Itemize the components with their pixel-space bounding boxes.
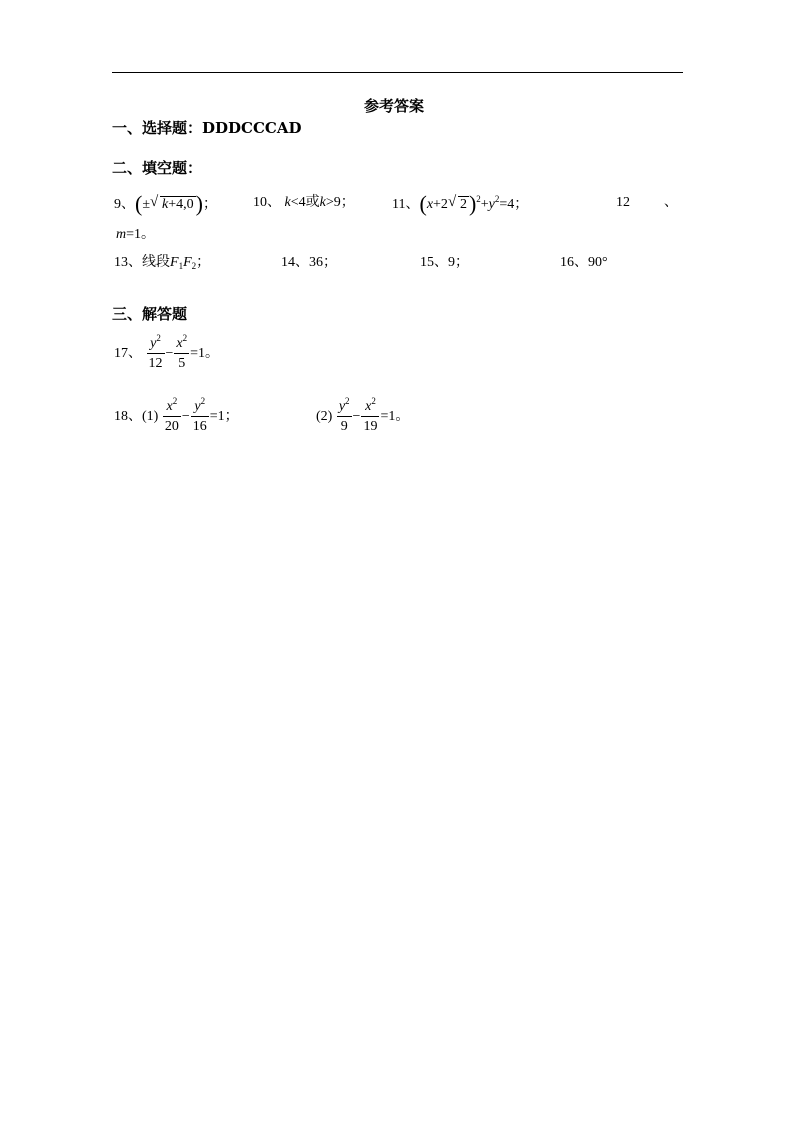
exponent: 2 (200, 396, 206, 406)
var-k: k (319, 195, 326, 210)
answer-10-lt4: <4 (290, 195, 306, 210)
minus-sign: − (352, 409, 361, 425)
exponent: 2 (494, 194, 500, 204)
fraction (191, 396, 209, 434)
section-fill-heading: 二、填空题： (112, 159, 203, 177)
var-x: x (166, 399, 173, 414)
denominator: 19 (363, 419, 378, 434)
answer-9-tail: +4,0 (168, 197, 194, 212)
answer-17 (114, 333, 220, 371)
answer-11: 11、(x+2 √ $2)^2+y^2=4$； (392, 191, 529, 216)
fraction (361, 396, 379, 434)
answer-9-label: 9、 (114, 197, 135, 212)
answer-12-eq: =1 (126, 227, 142, 242)
var-y: y (338, 399, 346, 414)
var-x: x (426, 197, 434, 212)
answer-13-end: ； (196, 255, 211, 270)
answer-18-2-label: (2) (316, 409, 333, 425)
answer-12-sep: 、 (664, 195, 678, 210)
answer-13-label: 13、线段 (114, 255, 170, 270)
radicand: 2 (459, 197, 467, 212)
plus-sign: + (480, 197, 489, 212)
answer-10-end: ； (340, 195, 355, 210)
answer-12-label: 12 (616, 195, 630, 210)
answer-17-eq: =1 (190, 346, 206, 362)
fraction (174, 333, 189, 371)
answer-11-end: ； (514, 197, 529, 212)
var-y: y (488, 197, 495, 212)
answer-12 (116, 228, 155, 242)
answer-12-end: 。 (141, 227, 156, 242)
exponent: 2 (345, 396, 350, 406)
answer-18-2-end: 。 (395, 409, 410, 425)
answer-11-plus2: +2 (433, 197, 448, 212)
var-F: F (170, 255, 179, 270)
denominator: 9 (340, 419, 348, 434)
denominator: 20 (164, 419, 179, 434)
answer-10-gt9: >9 (325, 195, 341, 210)
var-k: k (284, 195, 291, 210)
subscript: 2 (191, 261, 197, 271)
answer-18-2-eq: =1 (380, 409, 396, 425)
answer-10-label: 10、 (253, 195, 281, 210)
section-choice (112, 121, 302, 136)
choice-answers: DDDCCCAD (202, 119, 302, 137)
denominator: 5 (178, 356, 186, 371)
answer-9-pm: ± (142, 197, 151, 212)
answer-9: 9、(± √ k+4,0)； (114, 191, 217, 216)
exponent: 2 (156, 333, 161, 343)
header-rule (112, 72, 683, 73)
answer-18-1 (114, 396, 239, 434)
answer-16: 16、90° (560, 255, 608, 270)
minus-sign: − (181, 409, 190, 425)
sqrt: √ k+4,0 (150, 194, 194, 212)
var-k: k (162, 197, 169, 212)
section-choice-heading: 一、选择题： (112, 119, 203, 137)
answer-18-1-eq: =1 (209, 409, 225, 425)
answer-9-end: ； (202, 197, 217, 212)
answer-18-label: 18、(1) (114, 409, 159, 425)
answer-18-2 (316, 396, 410, 434)
answer-15: 15、9； (420, 255, 469, 270)
page-title: 参考答案 (364, 97, 425, 115)
sqrt: √ 2 (447, 194, 467, 212)
answer-10-or: 或 (305, 195, 320, 210)
fraction (163, 396, 181, 434)
answer-17-end: 。 (205, 346, 220, 362)
fraction (147, 333, 165, 371)
var-m: m (116, 227, 127, 242)
denominator: 12 (148, 356, 163, 371)
var-y: y (150, 336, 157, 351)
exponent: 2 (371, 396, 376, 406)
exponent: 2 (476, 194, 481, 204)
minus-sign: − (165, 346, 174, 362)
answer-14: 14、36； (281, 255, 337, 270)
var-F: F (183, 255, 192, 270)
exponent: 2 (182, 333, 188, 343)
answer-11-label: 11、 (392, 197, 420, 212)
var-x: x (176, 336, 183, 351)
answer-18-1-end: ； (224, 409, 239, 425)
subscript: 1 (178, 261, 184, 271)
var-x: x (365, 399, 372, 414)
exponent: 2 (172, 396, 178, 406)
answer-11-eq: =4 (499, 197, 515, 212)
answer-17-label: 17、 (114, 346, 142, 362)
denominator: 16 (192, 419, 207, 434)
answer-10 (253, 196, 355, 210)
section-solve-heading: 三、解答题 (112, 305, 188, 323)
var-y: y (194, 399, 201, 414)
fraction (337, 396, 352, 434)
answer-13 (114, 256, 210, 270)
